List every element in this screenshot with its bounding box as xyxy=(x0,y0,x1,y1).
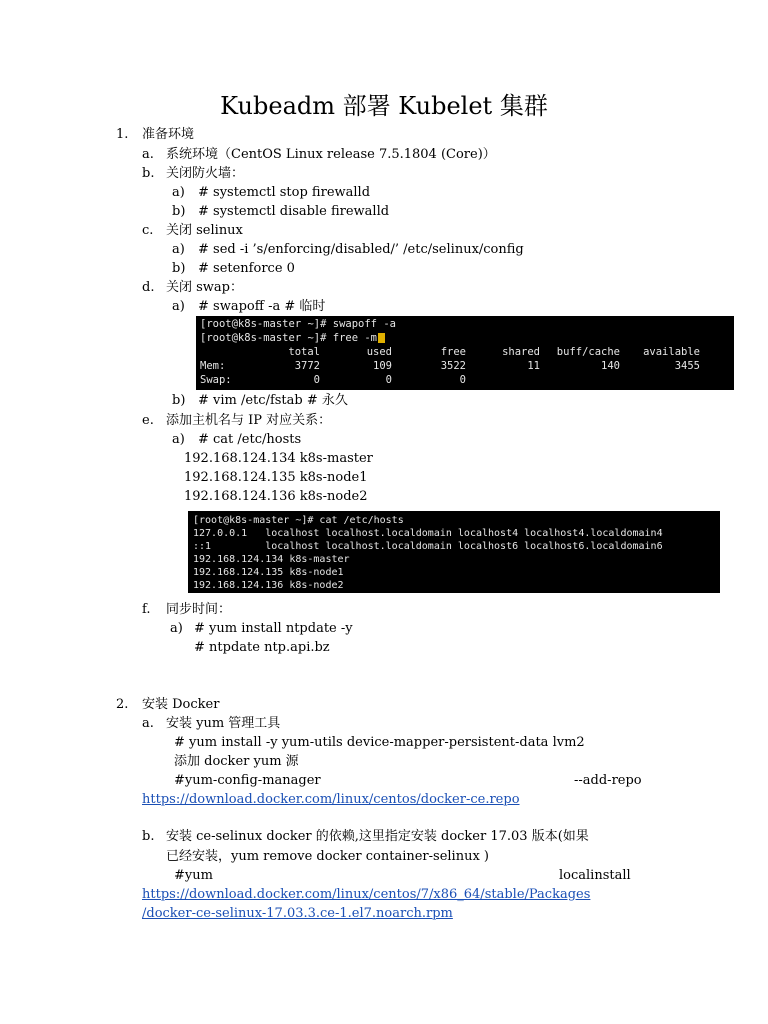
header-cell: shared xyxy=(502,346,540,358)
value-cell: 3522 xyxy=(440,360,466,372)
item-b-number: b. xyxy=(142,166,155,181)
docker-ce-repo-link[interactable]: https://download.docker.com/linux/centos/docker-ce.repo xyxy=(142,792,520,807)
localinstall-flag: localinstall xyxy=(559,868,631,883)
header-cell: buff/cache xyxy=(556,346,620,358)
config-manager-command: #yum-config-manager xyxy=(174,773,321,788)
swap-heading: 关闭 swap： xyxy=(166,280,244,295)
setenforce-command: # setenforce 0 xyxy=(198,261,295,276)
swapoff-command: # swapoff -a # 临时 xyxy=(198,299,326,314)
cursor-icon xyxy=(378,333,385,343)
docker-repo-note: 添加 docker yum 源 xyxy=(174,754,299,769)
terminal-screenshot-swap xyxy=(196,316,734,390)
terminal-line: [root@k8s-master ~]# swapoff -a xyxy=(200,318,396,330)
docker-selinux-rpm-link-cont[interactable]: /docker-ce-selinux-17.03.3.ce-1.el7.noarch.rpm xyxy=(142,906,453,921)
item-a-number: a. xyxy=(142,147,154,162)
terminal-screenshot-hosts xyxy=(188,511,720,593)
section-2-number: 2. xyxy=(116,697,129,712)
selinux-sed-command: # sed -i ’s/enforcing/disabled/’ /etc/selinux/config xyxy=(198,242,524,257)
yum-tools-heading: 安装 yum 管理工具 xyxy=(166,716,281,731)
terminal-line: 192.168.124.136 k8s-node2 xyxy=(193,580,344,591)
terminal-line-text: [root@k8s-master ~]# free -m xyxy=(200,332,378,344)
value-cell: 3772 xyxy=(294,360,320,372)
selinux-dependency-text: 安装 ce-selinux docker 的依赖,这里指定安装 docker 17.03 版本(如果 xyxy=(166,829,589,844)
section-2-heading: 安装 Docker xyxy=(142,697,220,712)
yum-command: #yum xyxy=(174,868,213,883)
selinux-dependency-text-cont: 已经安装，yum remove docker container-selinux ) xyxy=(166,849,490,864)
host-entry: 192.168.124.134 k8s-master xyxy=(184,451,373,466)
terminal-line: [root@k8s-master ~]# cat /etc/hosts xyxy=(193,515,404,526)
terminal-data-row xyxy=(200,359,734,373)
header-cell: free xyxy=(440,346,466,358)
firewall-cmd-1-number: a) xyxy=(172,185,185,200)
ntp-cmd-number: a) xyxy=(170,621,183,636)
firewall-disable-command: # systemctl disable firewalld xyxy=(198,204,390,219)
section-1-number: 1. xyxy=(116,127,129,142)
docker-selinux-rpm-link[interactable]: https://download.docker.com/linux/centos/7/x86_64/stable/Packages xyxy=(142,887,591,902)
selinux-heading: 关闭 selinux xyxy=(166,223,243,238)
firewall-stop-command: # systemctl stop firewalld xyxy=(198,185,371,200)
value-cell: 0 xyxy=(459,374,466,386)
value-cell: 0 xyxy=(385,374,392,386)
header-cell: available xyxy=(643,346,700,358)
terminal-header-row xyxy=(200,345,734,359)
selinux-cmd-2-number: b) xyxy=(172,261,186,276)
header-cell: used xyxy=(366,346,392,358)
cat-hosts-command: # cat /etc/hosts xyxy=(198,432,302,447)
header-cell: total xyxy=(288,346,320,358)
swap-cmd-a-number: a) xyxy=(172,299,185,314)
section-1-heading: 准备环境 xyxy=(142,127,195,142)
value-cell: 3455 xyxy=(674,360,700,372)
add-repo-flag: --add-repo xyxy=(574,773,642,788)
item-d-number: d. xyxy=(142,280,155,295)
page-title: Kubeadm 部署 Kubelet 集群 xyxy=(220,92,548,120)
value-cell: 140 xyxy=(601,360,620,372)
fstab-command: # vim /etc/fstab # 永久 xyxy=(198,393,348,408)
terminal-data-row xyxy=(200,373,734,387)
swap-cmd-b-number: b) xyxy=(172,393,186,408)
yum-utils-command: # yum install -y yum-utils device-mapper-persistent-data lvm2 xyxy=(174,735,585,750)
firewall-cmd-2-number: b) xyxy=(172,204,186,219)
hosts-heading: 添加主机名与 IP 对应关系： xyxy=(166,413,332,428)
terminal-line: 192.168.124.134 k8s-master xyxy=(193,554,350,565)
item-2a-number: a. xyxy=(142,716,154,731)
value-cell: 11 xyxy=(527,360,540,372)
terminal-line: ::1 localhost localhost.localdomain localhost6 localhost6.localdomain6 xyxy=(193,541,663,552)
value-cell: 109 xyxy=(373,360,392,372)
ntpdate-install-command: # yum install ntpdate -y xyxy=(194,621,353,636)
row-label: Swap: xyxy=(200,374,232,386)
item-e-number: e. xyxy=(142,413,154,428)
time-sync-heading: 同步时间： xyxy=(166,602,232,617)
item-2b-number: b. xyxy=(142,829,155,844)
terminal-line: 192.168.124.135 k8s-node1 xyxy=(193,567,344,578)
value-cell: 0 xyxy=(313,374,320,386)
item-f-number: f. xyxy=(142,602,151,617)
terminal-line: 127.0.0.1 localhost localhost.localdomain localhost4 localhost4.localdomain4 xyxy=(193,528,663,539)
terminal-line xyxy=(200,331,734,345)
system-environment-text: 系统环境（CentOS Linux release 7.5.1804 (Core)） xyxy=(166,147,496,162)
hosts-cmd-number: a) xyxy=(172,432,185,447)
row-label: Mem: xyxy=(200,360,226,372)
item-c-number: c. xyxy=(142,223,154,238)
firewall-heading: 关闭防火墙： xyxy=(166,166,245,181)
selinux-cmd-1-number: a) xyxy=(172,242,185,257)
host-entry: 192.168.124.136 k8s-node2 xyxy=(184,489,368,504)
ntpdate-command: # ntpdate ntp.api.bz xyxy=(194,640,330,655)
host-entry: 192.168.124.135 k8s-node1 xyxy=(184,470,368,485)
